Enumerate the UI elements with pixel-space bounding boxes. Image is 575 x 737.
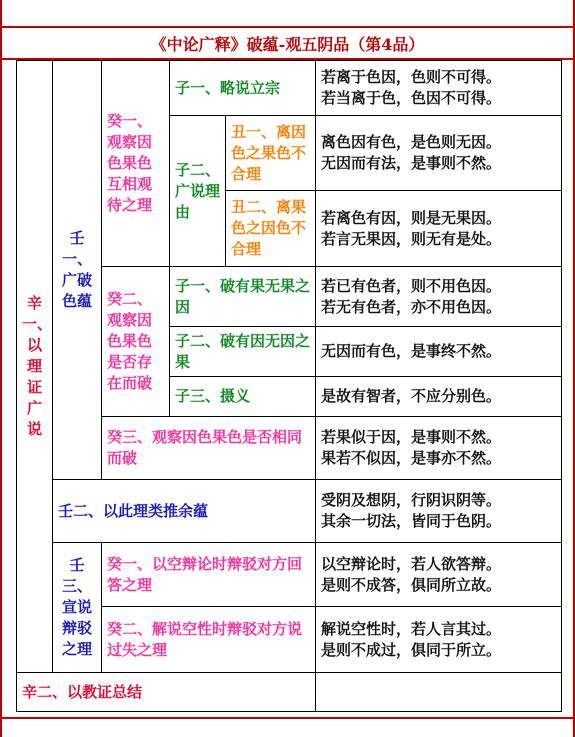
verse-line: 果若不似因，是事亦不然。 — [321, 449, 502, 467]
outline-gui-a: 癸一、以空辩论时辩驳对方回答之理 — [102, 543, 316, 607]
verse-line: 若无有色者，亦不用色因。 — [321, 297, 502, 316]
outline-table — [16, 60, 562, 712]
verse-8 — [316, 480, 562, 543]
outline-xin1: 辛一、以理证广说 — [17, 61, 53, 673]
verse-1 — [316, 61, 562, 116]
empty-verse-cell — [316, 673, 562, 712]
verse-4 — [316, 267, 562, 327]
outline-gui1: 癸一、观察因色果色互相观待之理 — [102, 61, 170, 267]
outline-zi1-b: 子一、破有果无果之因 — [170, 267, 316, 327]
verse-line: 是则不成答，俱同所立故。 — [321, 575, 502, 594]
outline-gui-b: 癸二、解说空性时辩驳对方说过失之理 — [102, 607, 316, 673]
verse-line: 若离于色因，色则不可得。 — [321, 68, 502, 86]
verse-line: 若当离于色，色因不可得。 — [321, 89, 502, 107]
verse-7 — [316, 417, 562, 480]
verse-6 — [316, 377, 562, 417]
outline-zi2-b: 子二、破有因无因之果 — [170, 327, 316, 377]
outline-zi1-a: 子一、略说立宗 — [170, 61, 316, 116]
verse-2 — [316, 116, 562, 191]
outline-gui3: 癸三、观察因色果色是否相同而破 — [102, 417, 316, 480]
verse-line: 若言无果因，则无有是处。 — [321, 229, 502, 248]
verse-line: 若已有色者，则不用色因。 — [321, 276, 502, 295]
outline-chou2: 丑二、离果色之因色不合理 — [226, 191, 316, 267]
outline-zi3-b: 子三、摄义 — [170, 377, 316, 417]
outline-ren2: 壬二、以此理类推余蕴 — [53, 480, 316, 543]
verse-line: 是则不成过，俱同于所立。 — [321, 640, 502, 659]
verse-line: 无因而有法，是事则不然。 — [321, 154, 502, 172]
verse-line: 若果似于因，是事则不然。 — [321, 428, 502, 446]
page-title: 《中论广释》破蕴-观五阴品（第4品） — [0, 26, 575, 60]
verse-9 — [316, 543, 562, 607]
verse-line: 是故有智者，不应分别色。 — [321, 387, 502, 405]
outline-gui2: 癸二、观察因色果色是否存在而破 — [102, 267, 170, 417]
bottom-rule — [0, 717, 575, 719]
verse-5 — [316, 327, 562, 377]
verse-line: 以空辩论时，若人欲答辩。 — [321, 554, 502, 573]
outline-xin2: 辛二、以教证总结 — [17, 673, 316, 712]
outline-ren1: 壬一、广破色蕴 — [53, 61, 102, 480]
verse-line: 受阴及想阴，行阴识阴等。 — [321, 491, 502, 509]
verse-line: 其余一切法，皆同于色阴。 — [321, 512, 502, 530]
verse-line: 无因而有色，是事终不然。 — [321, 342, 502, 360]
verse-line: 解说空性时，若人言其过。 — [321, 619, 502, 638]
verse-3 — [316, 191, 562, 267]
verse-line: 若离色有因，则是无果因。 — [321, 208, 502, 227]
verse-line: 离色因有色，是色则无因。 — [321, 133, 502, 151]
outline-zi2-a: 子二、广说理由 — [170, 116, 226, 267]
outline-chou1: 丑一、离因色之果色不合理 — [226, 116, 316, 191]
outline-ren3: 壬三、宣说辩驳之理 — [53, 543, 102, 673]
verse-10 — [316, 607, 562, 673]
